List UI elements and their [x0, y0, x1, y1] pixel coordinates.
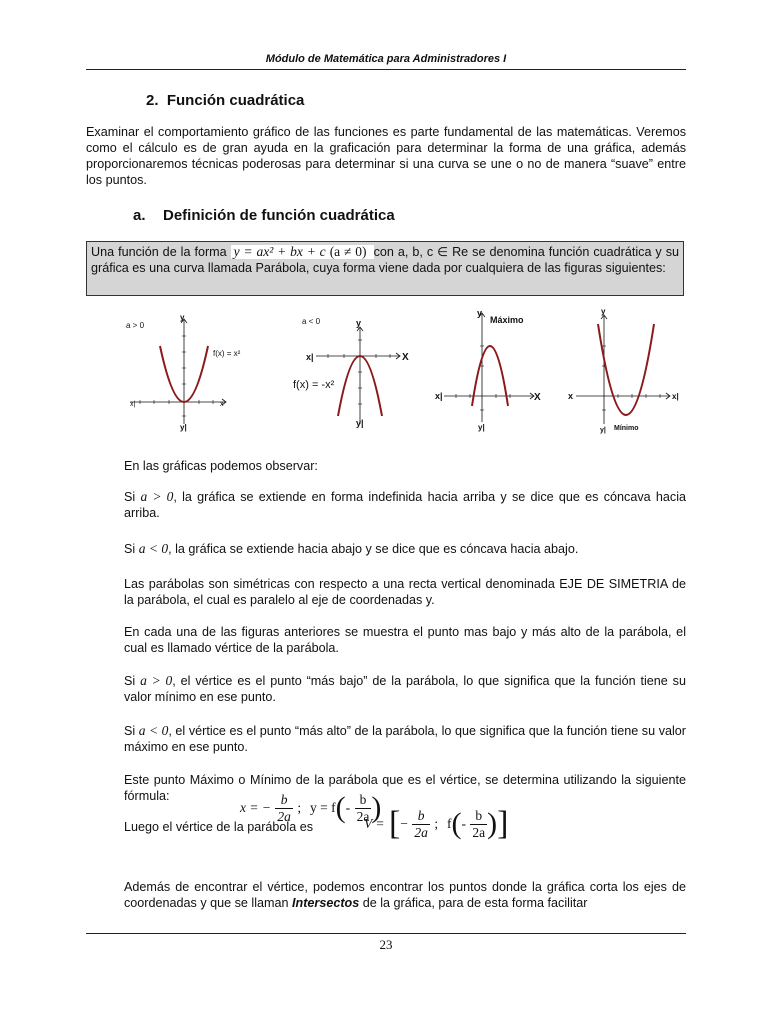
header-rule	[86, 69, 686, 70]
graph2-x-label: X	[402, 352, 409, 363]
vertex-lhs: V =	[364, 816, 385, 831]
fraction-num: b	[470, 808, 487, 825]
section-heading	[146, 92, 304, 109]
definition-text-post: con a, b, c ∈ Re se denomina función cuadrática y su gráfica es una curva llamada Parábola, cuya forma viene dada por cualquiera de las figuras siguientes:	[91, 245, 680, 275]
graph3-y-label: y	[477, 308, 483, 318]
minus-sign: -	[461, 816, 466, 831]
intersects-text-post: de la gráfica, para de esta forma facilitar	[359, 896, 588, 910]
vertex-max-text: , el vértice es el punto “más alto” de la parábola, lo que significa que la función tiene su valor máximo en ese punto.	[124, 724, 686, 754]
x-formula-lhs: x = −	[240, 800, 271, 815]
fraction-den: 2a	[472, 824, 486, 840]
a-positive: a > 0	[140, 673, 173, 688]
graph4-y-neg-label: y|	[600, 427, 606, 434]
graph1-condition: a > 0	[126, 321, 145, 330]
definition-text-pre: Una función de la forma	[91, 245, 231, 259]
a-negative: a < 0	[138, 723, 169, 738]
vertex-formula: x = − $\frac{b}{2a}$ ; y = f(- $\frac{b}{2a}$ )	[240, 791, 382, 824]
fraction-den: 2a	[277, 808, 291, 824]
footer-rule	[86, 933, 686, 934]
subsection-heading	[133, 207, 395, 224]
page-number: 23	[379, 937, 393, 952]
graph2-y-label: y	[356, 318, 362, 328]
graph1-function-label: f(x) = x²	[213, 349, 241, 358]
vertex-minimum-paragraph	[124, 673, 686, 705]
graph3-maximum-label: Máximo	[490, 315, 524, 325]
y-formula-lhs: y = f	[310, 800, 336, 815]
subsection-letter: a.	[133, 207, 146, 224]
quadratic-formula: y = ax² + bx + c	[233, 244, 326, 259]
section-title: Función cuadrática	[166, 92, 305, 109]
si-text: Si	[124, 490, 141, 504]
vertex-point-formula: V = [− $\frac{b}{2a}$ ; f(- $\frac{b}{2a}$ )]	[364, 805, 509, 842]
formula-paragraph	[124, 772, 686, 804]
fraction-num: b	[355, 792, 372, 809]
si-text: Si	[124, 724, 139, 738]
vertex-intro-text: Luego el vértice de la parábola es	[124, 820, 314, 834]
graph-concave-down	[288, 306, 418, 436]
nonzero-condition: (a ≠ 0)	[329, 244, 367, 259]
definition-formula	[231, 245, 374, 259]
graph2-function-label: f(x) = -x²	[293, 379, 335, 391]
graph3-x-neg-label: x|	[435, 391, 443, 401]
graph3-y-neg-label: y|	[478, 423, 485, 432]
vertex-fraction-b-2a	[412, 808, 430, 841]
subsection-title: Definición de función cuadrática	[163, 207, 395, 224]
graph3-x-label: X	[534, 392, 541, 403]
graph-concave-up	[118, 306, 268, 436]
intersects-emphasis: Intersectos	[292, 896, 360, 910]
graph2-x-neg-label: x|	[306, 352, 314, 362]
observe-paragraph: En las gráficas podemos observar:	[124, 459, 318, 473]
graph4-x-neg-label: x	[568, 391, 574, 401]
concave-up-paragraph	[124, 489, 686, 521]
running-header: Módulo de Matemática para Administradores I	[265, 53, 507, 65]
intersects-paragraph	[124, 879, 686, 911]
intro-paragraph: Examinar el comportamiento gráfico de las funciones es parte fundamental de las matemáticas. Veremos como el cálculo es de gran ayuda en la graficación para determinar la forma de una gráfica, además proporcionaremos técnicas poderosas para determinar si una curva se une o no de manera “suave” entre los puntos.	[86, 125, 686, 187]
concave-down-paragraph	[124, 541, 686, 557]
fraction-num: b	[275, 792, 293, 809]
section-number: 2.	[146, 92, 159, 109]
minus-sign: -	[345, 800, 351, 815]
graph4-x-label: x|	[672, 392, 679, 401]
fraction-den: 2a	[414, 824, 428, 840]
a-negative: a < 0	[138, 541, 169, 556]
symmetry-paragraph: Las parábolas son simétricas con respecto a una recta vertical denominada EJE DE SIMETRIA de la parábola, el cual es paralelo al eje de coordenadas y.	[124, 577, 686, 607]
formula-intro-text: Este punto Máximo o Mínimo de la parábola que es el vértice, se determina utilizando la siguiente fórmula:	[124, 773, 686, 803]
graph1-x-neg-label: x|	[130, 401, 136, 408]
graph-minimum	[566, 306, 691, 436]
a-positive: a > 0	[140, 489, 174, 504]
graph2-condition: a < 0	[302, 317, 321, 326]
si-text: Si	[124, 674, 141, 688]
concave-up-text: , la gráfica se extiende en forma indefinida hacia arriba y se dice que es cóncava hacia arriba.	[124, 490, 686, 520]
graph-maximum	[430, 306, 555, 436]
vertex-maximum-paragraph	[124, 723, 686, 755]
graph4-y-label: y	[601, 307, 606, 316]
separator: ;	[434, 816, 439, 831]
graph4-minimum-label: Mínimo	[614, 425, 639, 432]
graph1-y-label: y	[180, 313, 185, 322]
separator: ;	[297, 800, 302, 815]
graph1-y-neg-label: y|	[180, 423, 187, 432]
definition-box	[86, 241, 684, 296]
vertex-min-text: , el vértice es el punto “más bajo” de la parábola, lo que significa que la función tiene su valor mínimo en ese punto.	[124, 674, 686, 704]
intersects-text-pre: Además de encontrar el vértice, podemos encontrar los puntos donde la gráfica corta los ejes de coordenadas y que se llaman	[124, 880, 686, 910]
concave-down-text: , la gráfica se extiende hacia abajo y se dice que es cóncava hacia abajo.	[168, 542, 579, 556]
graph2-y-neg-label: y|	[356, 418, 364, 428]
si-text: Si	[124, 542, 139, 556]
fraction-den: 2a	[356, 808, 370, 824]
f-symbol: f	[446, 816, 452, 831]
fraction-num: b	[412, 808, 430, 825]
vertex-fraction-upright	[470, 808, 487, 841]
graph1-x-label: x	[220, 401, 224, 408]
vertex-paragraph: En cada una de las figuras anteriores se muestra el punto mas bajo y más alto de la parábola, el cual es llamado vértice de la parábola.	[124, 625, 686, 655]
